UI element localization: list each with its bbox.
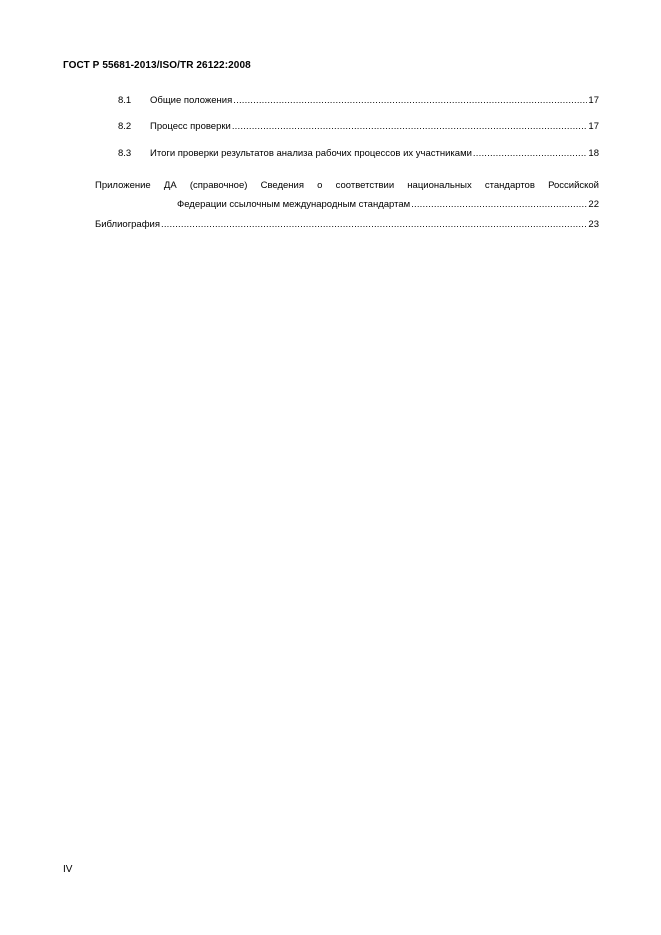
toc-item-number: 8.2 <box>118 121 132 132</box>
toc-leader-dots <box>473 148 588 160</box>
toc-bibliography <box>95 219 599 231</box>
toc-item <box>118 148 599 160</box>
toc-leader-dots <box>161 219 587 231</box>
page-number: IV <box>63 864 73 875</box>
toc-leader-dots <box>233 95 587 107</box>
toc-item-title: Общие положения <box>150 95 233 106</box>
toc-item-page: 18 <box>588 148 599 159</box>
toc-leader-dots <box>232 121 588 133</box>
toc-appendix-page: 22 <box>588 199 599 210</box>
toc-bibliography-page: 23 <box>588 219 599 230</box>
toc-item-page: 17 <box>588 95 599 106</box>
toc-item-title: Процесс проверки <box>150 121 231 132</box>
toc-item <box>118 121 599 133</box>
toc-appendix-title: Приложение ДА (справочное) Сведения о соответствии национальных стандартов Российской <box>95 180 599 191</box>
document-header: ГОСТ Р 55681-2013/ISO/TR 26122:2008 <box>63 60 251 71</box>
toc-item-title: Итоги проверки результатов анализа рабочих процессов их участниками <box>150 148 472 159</box>
toc-item-number: 8.1 <box>118 95 132 106</box>
toc-bibliography-title: Библиография <box>95 219 160 230</box>
toc-appendix-title-cont: Федерации ссылочным международным стандартам <box>177 199 411 210</box>
toc-item-page: 17 <box>588 121 599 132</box>
toc-appendix-continuation <box>177 199 599 211</box>
toc-item <box>118 95 599 107</box>
toc-leader-dots <box>411 199 587 211</box>
toc-item-number: 8.3 <box>118 148 132 159</box>
